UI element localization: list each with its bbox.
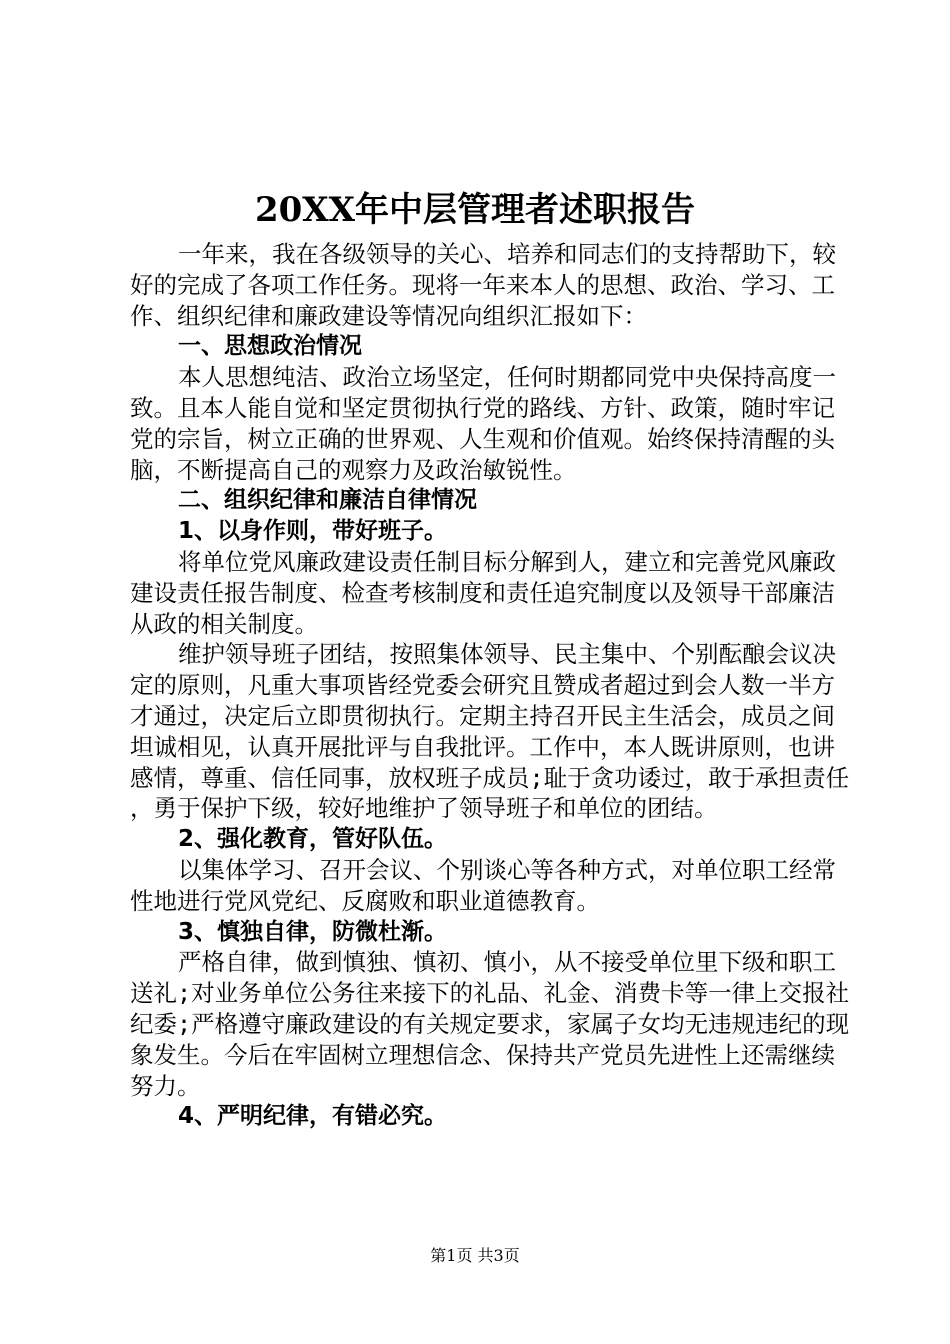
item1-heading: 1、以身作则，带好班子。 bbox=[178, 518, 448, 545]
item4-heading: 4、严明纪律，有错必究。 bbox=[178, 1103, 448, 1130]
item3-heading: 3、慎独自律，防微杜渐。 bbox=[178, 918, 448, 945]
page-number-footer: 第1页 共3页 bbox=[430, 1246, 520, 1265]
item1-paragraph-2: 维护领导班子团结，按照集体领导、民主集中、个别酝酿会议决定的原则，凡重大事项皆经党委会研究且赞成者超过到会人数一半方才通过，决定后立即贯彻执行。定期主持召开民主生活会，成员之间坦诚相见，认真开展批评与自我批评。工作中，本人既讲原则，也讲感情，尊重、信任同事，放权班子成员;耻于贪功诿过，敢于承担责任，勇于保护下级，较好地维护了领导班子和单位的团结。 bbox=[130, 640, 850, 823]
item1-paragraph-1: 将单位党风廉政建设责任制目标分解到人，建立和完善党风廉政建设责任报告制度、检查考核制度和责任追究制度以及领导干部廉洁从政的相关制度。 bbox=[130, 547, 836, 638]
document-body bbox=[130, 183, 850, 1132]
section1-paragraph: 本人思想纯洁、政治立场坚定，任何时期都同党中央保持高度一致。且本人能自觉和坚定贯彻执行党的路线、方针、政策，随时牢记党的宗旨，树立正确的世界观、人生观和价值观。始终保持清醒的头脑，不断提高自己的观察力及政治敏锐性。 bbox=[130, 363, 836, 484]
item3-paragraph: 严格自律，做到慎独、慎初、慎小，从不接受单位里下级和职工送礼;对业务单位公务往来接下的礼品、礼金、消费卡等一律上交报社纪委;严格遵守廉政建设的有关规定要求，家属子女均无违规违纪的现象发生。今后在牢固树立理想信念、保持共产党员先进性上还需继续努力。 bbox=[130, 948, 850, 1100]
section2-heading: 二、组织纪律和廉洁自律情况 bbox=[178, 487, 477, 514]
item2-heading: 2、强化教育，管好队伍。 bbox=[178, 826, 448, 853]
item2-paragraph: 以集体学习、召开会议、个别谈心等各种方式，对单位职工经常性地进行党风党纪、反腐败和职业道德教育。 bbox=[130, 855, 836, 915]
intro-paragraph: 一年来，我在各级领导的关心、培养和同志们的支持帮助下，较好的完成了各项工作任务。现将一年来本人的思想、政治、学习、工作、组织纪律和廉政建设等情况向组织汇报如下： bbox=[130, 240, 836, 330]
section1-heading: 一、思想政治情况 bbox=[178, 333, 362, 360]
document-title: 20XX年中层管理者述职报告 bbox=[254, 190, 696, 230]
